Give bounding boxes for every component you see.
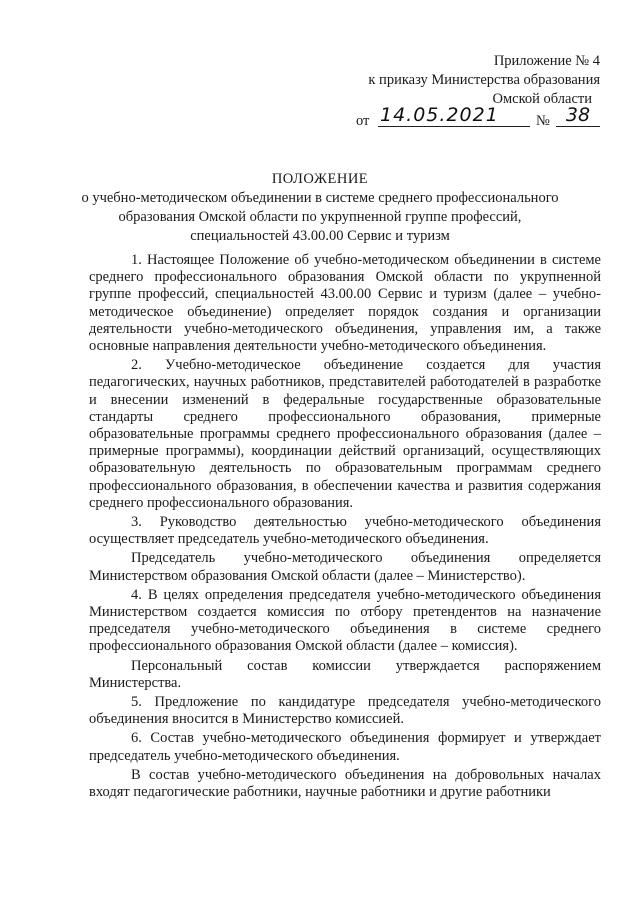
appendix-number: Приложение № 4 — [493, 53, 600, 69]
order-number-handwritten: 38 — [556, 104, 600, 127]
paragraph-4-composition: Персональный состав комиссии утверждается распоряжением Министерства. — [89, 657, 601, 691]
order-reference-line — [356, 104, 606, 134]
paragraph-3: 3. Руководство деятельностью учебно-методического объединения осуществляет председатель учебно-методического объединения. — [89, 514, 601, 548]
paragraph-3-chairman: Председатель учебно-методического объединения определяется Министерством образования Омской области (далее – Министерство). — [89, 550, 601, 584]
paragraph-6: 6. Состав учебно-методического объединения формирует и утверждает председатель учебно-методического объединения. — [89, 730, 601, 764]
order-date-handwritten: 14.05.2021 — [378, 104, 530, 127]
title-subline-3: специальностей 43.00.00 Сервис и туризм — [190, 228, 450, 244]
order-number-label: № — [536, 113, 550, 129]
appendix-order-ref: к приказу Министерства образования — [368, 72, 600, 88]
appendix-header — [368, 52, 600, 109]
appendix-region: Омской области — [492, 91, 592, 107]
paragraph-2: 2. Учебно-методическое объединение создается для участия педагогических, научных работников, представителей работодателей в разработке и внесении изменений в федеральные государственные образовательные стандарты среднего профессионального образования, примерные образовательные программы среднего профессионального образования (далее – примерные программы), координации действий организаций, осуществляющих образовательную деятельность по образовательным программам среднего профессионального образования, в обеспечении качества и развития содержания среднего профессионального образования. — [89, 357, 601, 511]
paragraph-5: 5. Предложение по кандидатуре председателя учебно-методического объединения вносится в Министерство комиссией. — [89, 694, 601, 728]
document-title — [0, 170, 640, 246]
paragraph-1: 1. Настоящее Положение об учебно-методическом объединении в системе среднего профессионального образования Омской области по укрупненной группе профессий, специальностей 43.00.00 Сервис и туризм (далее – учебно-методическое объединение) определяет порядок создания и организации деятельности учебно-методического объединения, управления им, а также основные направления деятельности учебно-методического объединения. — [89, 252, 601, 355]
title-subline-1: о учебно-методическом объединении в системе среднего профессионального — [81, 190, 559, 206]
paragraph-4: 4. В целях определения председателя учебно-методического объединения Министерством создается комиссия по отбору претендентов на назначение председателя учебно-методического объединения в системе среднего профессионального образования Омской области (далее – комиссия). — [89, 586, 601, 655]
document-body — [89, 252, 601, 803]
paragraph-6-members: В состав учебно-методического объединения на добровольных началах входят педагогические работники, научные работники и другие работники — [89, 766, 601, 801]
title-subline-2: образования Омской области по укрупненной группе профессий, — [118, 209, 522, 225]
order-from-label: от — [356, 113, 370, 129]
title-heading: ПОЛОЖЕНИЕ — [271, 171, 369, 187]
